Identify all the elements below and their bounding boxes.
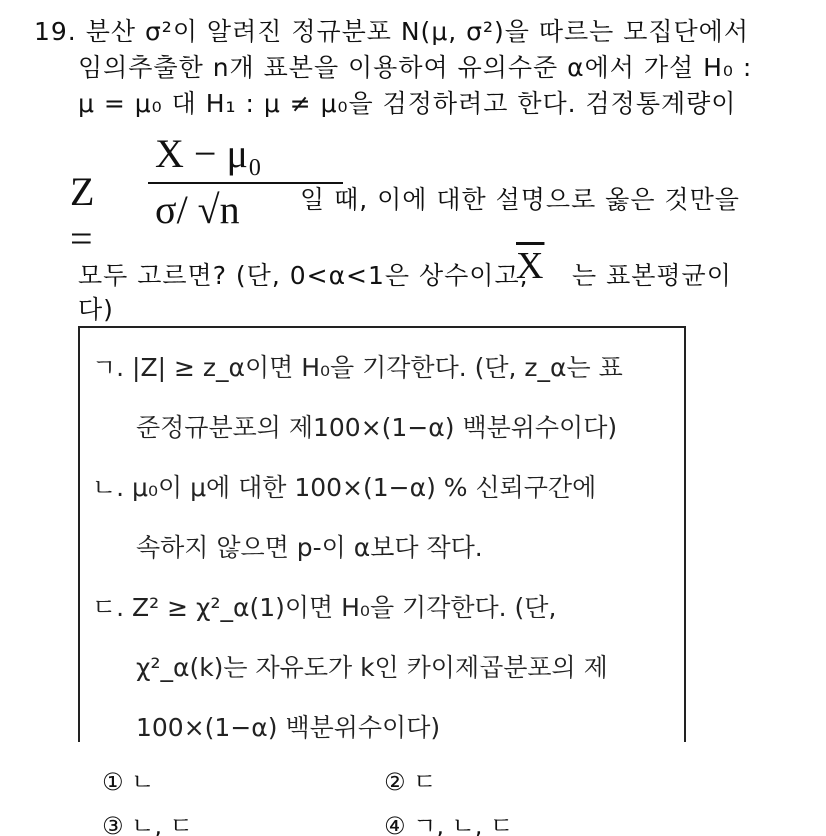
question-line-5c: 는 표본평균이: [572, 261, 732, 290]
option-1[interactable]: ① ㄴ: [102, 768, 155, 796]
option-4[interactable]: ④ ㄱ, ㄴ, ㄷ: [384, 812, 514, 836]
statements-box: [78, 326, 686, 742]
statement-1-line-1: ㄱ. |Z| ≥ z_α이면 H₀을 기각한다. (단, z_α는 표: [92, 353, 623, 382]
question-line-3: μ = μ₀ 대 H₁ : μ ≠ μ₀을 검정하려고 한다. 검정통계량이: [78, 89, 737, 118]
formula-z: Z =: [70, 169, 95, 261]
statement-2-line-1: ㄴ. μ₀이 μ에 대한 100×(1−α) % 신뢰구간에: [92, 473, 597, 502]
statement-1-line-2: 준정규분포의 제100×(1−α) 백분위수이다): [136, 413, 618, 442]
question-line-6: 다): [78, 295, 114, 324]
statement-3-line-1: ㄷ. Z² ≥ χ²_α(1)이면 H₀을 기각한다. (단,: [92, 593, 557, 622]
question-line-1: 19. 분산 σ²이 알려진 정규분포 N(μ, σ²)을 따르는 모집단에서: [34, 17, 749, 46]
formula-denominator: σ/ √n: [155, 187, 240, 232]
statement-3-line-3: 100×(1−α) 백분위수이다): [136, 713, 441, 742]
statement-2-line-2: 속하지 않으면 p-이 α보다 작다.: [136, 533, 483, 562]
statement-3-line-2: χ²_α(k)는 자유도가 k인 카이제곱분포의 제: [136, 653, 608, 682]
question-line-2: 임의추출한 n개 표본을 이용하여 유의수준 α에서 가설 H₀ :: [78, 53, 753, 82]
option-3[interactable]: ③ ㄴ, ㄷ: [102, 812, 193, 836]
question-line-5a: 모두 고르면? (단, 0<α<1은 상수이고,: [78, 261, 529, 290]
formula-numerator: X − μ₀: [155, 131, 262, 176]
xbar-symbol: $\overline{X}$: [516, 245, 545, 287]
question-line-4: 일 때, 이에 대한 설명으로 옳은 것만을: [300, 185, 740, 214]
option-2[interactable]: ② ㄷ: [384, 768, 437, 796]
